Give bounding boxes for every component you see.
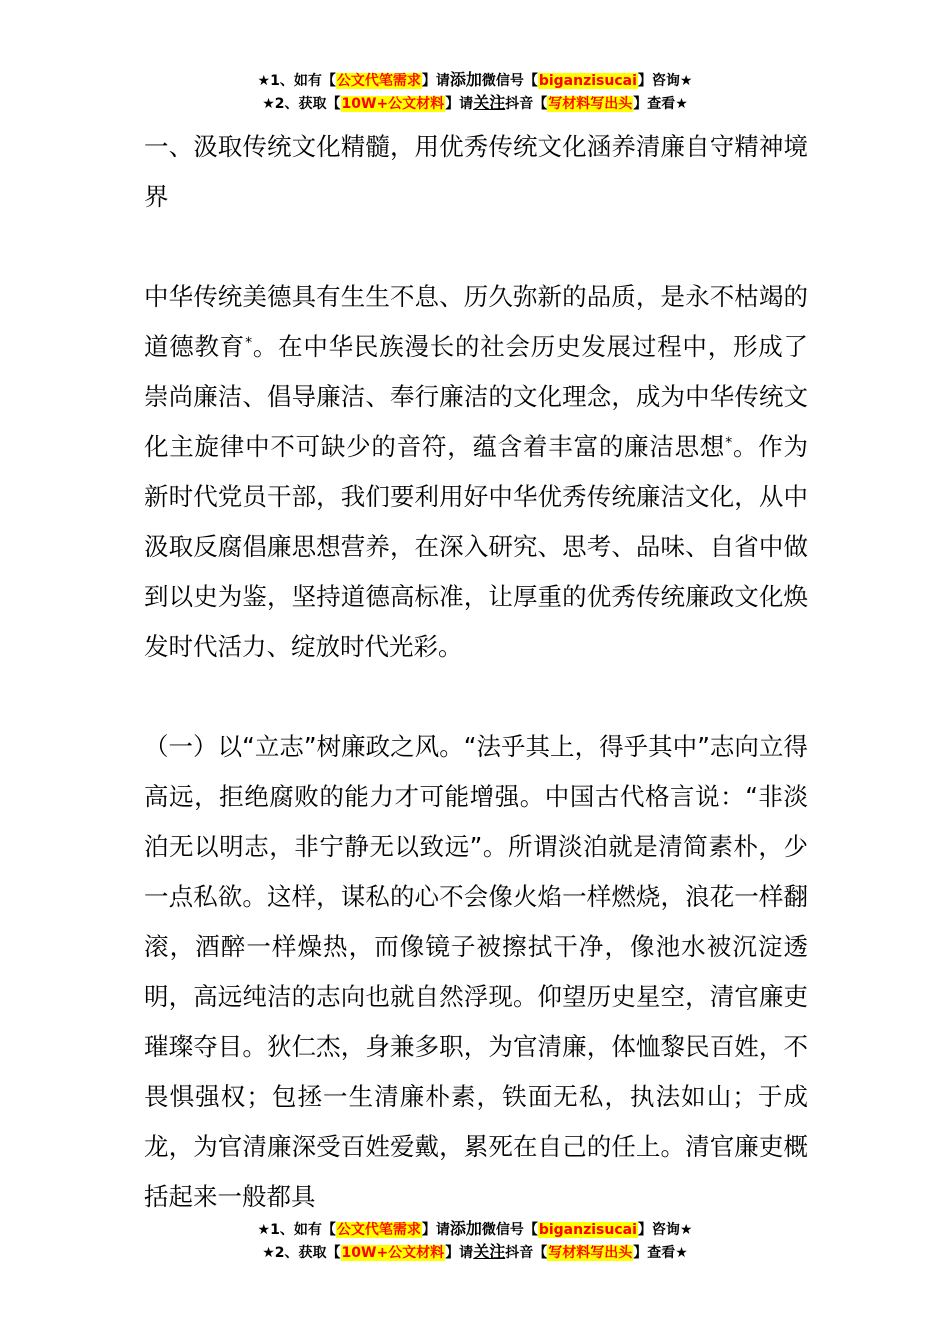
highlight-wechat-id: biganzisucai xyxy=(538,1222,637,1238)
footnote-mark: * xyxy=(725,435,733,451)
paragraph-gap xyxy=(144,222,808,272)
banner-text: 】请 xyxy=(421,73,450,89)
banner-text: 抖音【 xyxy=(505,1245,548,1261)
banner-text: ★2、获取【 xyxy=(262,1245,341,1261)
paragraph-text: 中华传统美德具有生生不息、历久弥新的品质，是永不枯竭的道德教育 xyxy=(144,282,808,361)
banner-text: 】咨询★ xyxy=(637,1222,693,1238)
highlight-service: 公文代笔需求 xyxy=(336,1222,421,1238)
banner-line-1 xyxy=(0,69,950,92)
highlight-douyin-account: 写材料写出头 xyxy=(548,1245,633,1261)
banner-text: ★1、如有【 xyxy=(257,1222,336,1238)
banner-line-2 xyxy=(0,92,950,115)
highlight-service: 公文代笔需求 xyxy=(336,73,421,89)
document-body xyxy=(144,122,808,1222)
bottom-banner xyxy=(0,1218,950,1264)
banner-text: 】查看★ xyxy=(633,1245,688,1261)
highlight-wechat-id: biganzisucai xyxy=(538,73,637,89)
banner-text: 】咨询★ xyxy=(637,73,693,89)
highlight-douyin-account: 写材料写出头 xyxy=(548,96,633,112)
section-heading: 一、汲取传统文化精髓，用优秀传统文化涵养清廉自守精神境界 xyxy=(144,132,808,211)
highlight-materials: 10W+公文材料 xyxy=(341,96,445,112)
banner-text: ★1、如有【 xyxy=(257,73,336,89)
banner-text: 】请 xyxy=(445,96,474,112)
banner-text: 】查看★ xyxy=(633,96,688,112)
footnote-mark: * xyxy=(245,335,253,351)
banner-text: 】请 xyxy=(445,1245,474,1261)
banner-text: ★2、获取【 xyxy=(262,96,341,112)
paragraph-1 xyxy=(144,272,808,672)
banner-text: 微信号【 xyxy=(481,73,538,89)
paragraph-2: （一）以“立志”树廉政之风。“法乎其上，得乎其中”志向立得高远，拒绝腐败的能力才可能增强。中国古代格言说：“非淡泊无以明志，非宁静无以致远”。所谓淡泊就是清简素朴，少一点私欲。这样，谋私的心不会像火焰一样燃烧，浪花一样翻滚，酒醉一样燥热，而像镜子被擦拭干净，像池水被沉淀透明，高远纯洁的志向也就自然浮现。仰望历史星空，清官廉吏璀璨夺目。狄仁杰，身兼多职，为官清廉，体恤黎民百姓，不畏惧强权；包拯一生清廉朴素，铁面无私，执法如山；于成龙，为官清廉深受百姓爱戴，累死在自己的任上。清官廉吏概括起来一般都具 xyxy=(144,732,808,1211)
banner-text: 微信号【 xyxy=(481,1222,538,1238)
paragraph-gap xyxy=(144,672,808,722)
banner-emphasis: 关注 xyxy=(473,1242,506,1261)
banner-emphasis: 添加 xyxy=(449,70,482,89)
banner-text: 抖音【 xyxy=(505,96,548,112)
highlight-materials: 10W+公文材料 xyxy=(341,1245,445,1261)
paragraph-text: 。作为新时代党员干部，我们要利用好中华优秀传统廉洁文化，从中汲取反腐倡廉思想营养，在深入研究、思考、品味、自省中做到以史为鉴，坚持道德高标准，让厚重的优秀传统廉政文化焕发时代活力、绽放时代光彩。 xyxy=(144,432,809,661)
banner-line-1 xyxy=(0,1218,950,1241)
paragraph-text: 。在中华民族漫长的社会历史发展过程中，形成了崇尚廉洁、倡导廉洁、奉行廉洁的文化理念，成为中华传统文化主旋律中不可缺少的音符，蕴含着丰富的廉洁思想 xyxy=(144,332,808,461)
banner-text: 】请 xyxy=(421,1222,450,1238)
banner-emphasis: 添加 xyxy=(449,1219,482,1238)
banner-emphasis: 关注 xyxy=(473,93,506,112)
top-banner xyxy=(0,69,950,115)
banner-line-2 xyxy=(0,1241,950,1264)
